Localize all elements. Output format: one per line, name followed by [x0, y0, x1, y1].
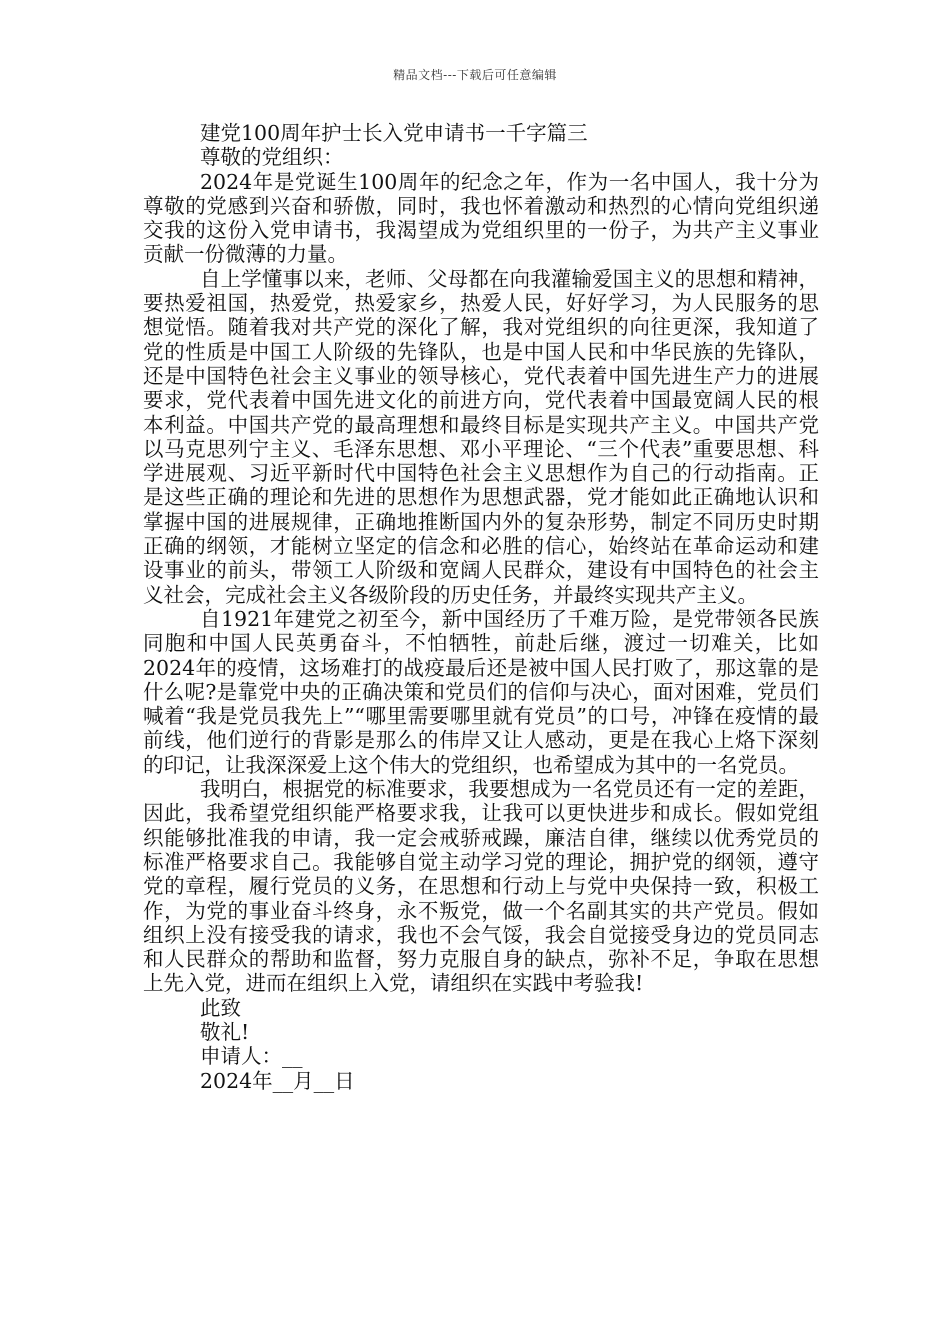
closing-salute: 敬礼! [200, 1019, 250, 1044]
signature-date: 2024年__月__日 [200, 1068, 355, 1093]
closing-greeting: 此致 [200, 995, 241, 1020]
paragraph-3: 自1921年建党之初至今，新中国经历了千难万险，是党带领各民族同胞和中国人民英勇奋斗，不怕牺牲，前赴后继，渡过一切难关，比如2024年的疫情，这场难打的战疫最后还是被中国人民打败了，那这靠的是什么呢?是靠党中央的正确决策和党员们的信仰与决心，面对困难，党员们喊着“我是党员我先上”“哪里需要哪里就有党员”的口号，冲锋在疫情的最前线，他们逆行的背影是那么的伟岸又让人感动，更是在我心上烙下深刻的印记，让我深深爱上这个伟大的党组织，也希望成为其中的一名党员。 [143, 606, 819, 777]
paragraph-1: 2024年是党诞生100周年的纪念之年，作为一名中国人，我十分为尊敬的党感到兴奋和骄傲，同时，我也怀着激动和热烈的心情向党组织递交我的这份入党申请书，我渴望成为党组织里的一份子，为共产主义事业贡献一份微薄的力量。 [143, 169, 819, 267]
document-body [143, 121, 819, 1093]
applicant-signature: 申请人：__ [200, 1044, 303, 1069]
paragraph-2: 自上学懂事以来，老师、父母都在向我灌输爱国主义的思想和精神，要热爱祖国，热爱党，热爱家乡，热爱人民，好好学习，为人民服务的思想觉悟。随着我对共产党的深化了解，我对党组织的向往更深，我知道了党的性质是中国工人阶级的先锋队，也是中国人民和中华民族的先锋队，还是中国特色社会主义事业的领导核心，党代表着中国先进生产力的进展要求，党代表着中国先进文化的前进方向，党代表着中国最宽阔人民的根本利益。中国共产党的最高理想和最终目标是实现共产主义。中国共产党以马克思列宁主义、毛泽东思想、邓小平理论、“三个代表”重要思想、科学进展观、习近平新时代中国特色社会主义思想作为自己的行动指南。正是这些正确的理论和先进的思想作为思想武器，党才能如此正确地认识和掌握中国的进展规律，正确地推断国内外的复杂形势，制定不同历史时期正确的纲领，才能树立坚定的信念和必胜的信心，始终站在革命运动和建设事业的前头，带领工人阶级和宽阔人民群众，建设有中国特色的社会主义社会，完成社会主义各级阶段的历史任务，并最终实现共产主义。 [143, 266, 819, 607]
paragraph-4: 我明白，根据党的标准要求，我要想成为一名党员还有一定的差距，因此，我希望党组织能严格要求我，让我可以更快进步和成长。假如党组织能够批准我的申请，我一定会戒骄戒躁，廉洁自律，继续以优秀党员的标准严格要求自己。我能够自觉主动学习党的理论，拥护党的纲领，遵守党的章程，履行党员的义务，在思想和行动上与党中央保持一致，积极工作，为党的事业奋斗终身，永不叛党，做一个名副其实的共产党员。假如组织上没有接受我的请求，我也不会气馁，我会自觉接受身边的党员同志和人民群众的帮助和监督，努力克服自身的缺点，弥补不足，争取在思想上先入党，进而在组织上入党，请组织在实践中考验我! [143, 777, 819, 996]
document-title: 建党100周年护士长入党申请书一千字篇三 [200, 121, 588, 145]
salutation: 尊敬的党组织： [200, 145, 344, 170]
header-watermark: 精品文档---下载后可任意编辑 [393, 68, 557, 82]
